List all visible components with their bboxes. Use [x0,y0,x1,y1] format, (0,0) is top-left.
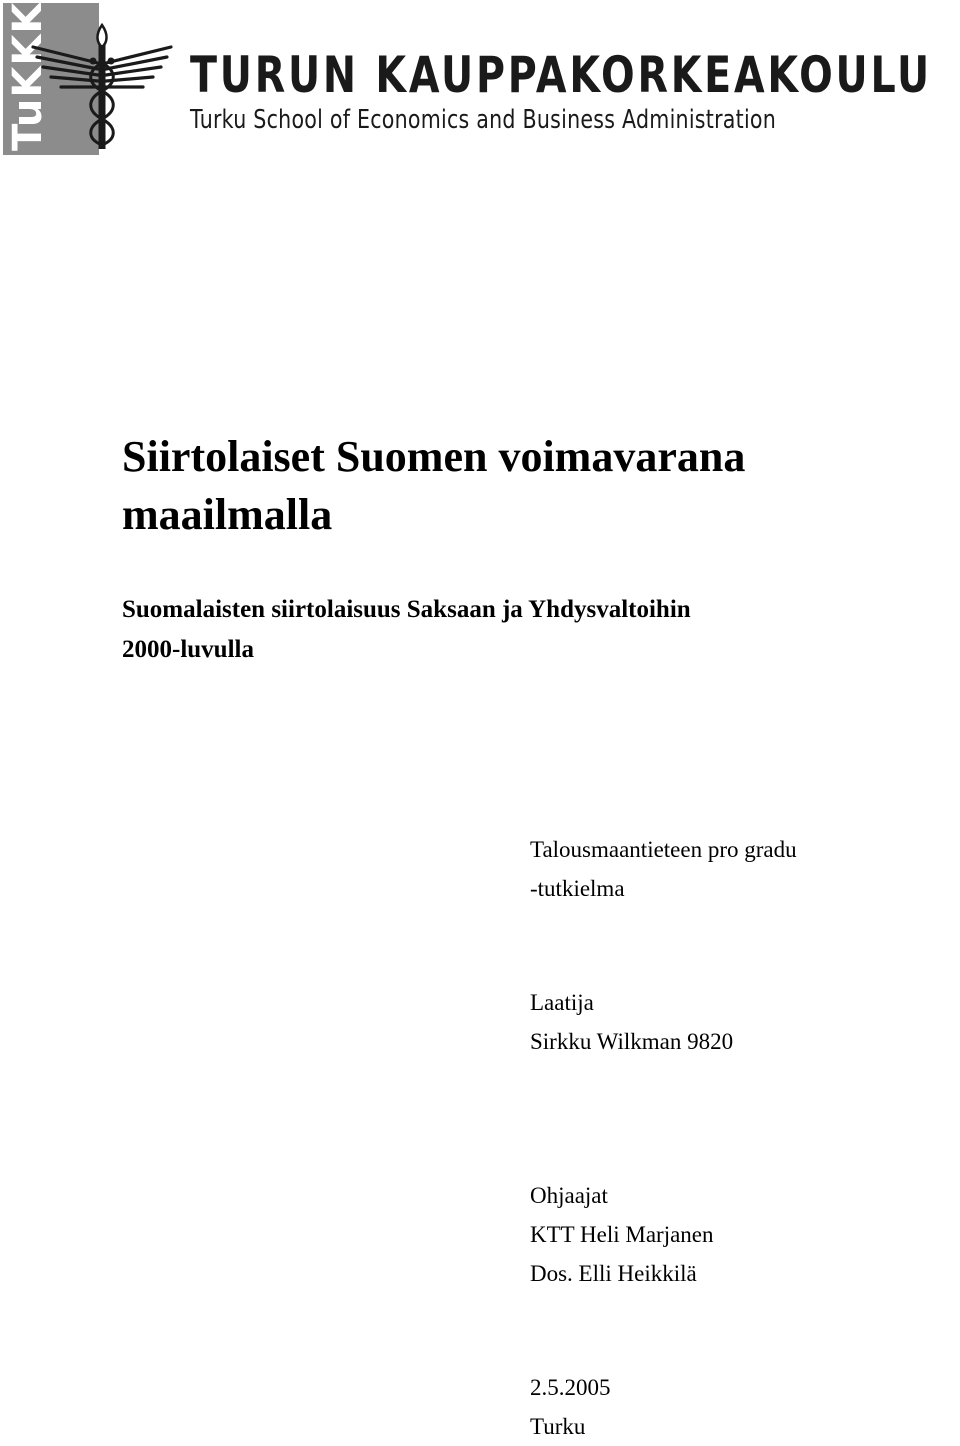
thesis-title-line-1: Siirtolaiset Suomen voimavarana [122,432,746,481]
supervisor-name: KTT Heli Marjanen [530,1222,714,1247]
author-label: Laatija [530,990,594,1015]
date-place-block [530,1368,950,1446]
submission-place: Turku [530,1414,586,1439]
thesis-type-line-2: -tutkielma [530,876,625,901]
university-name-english: Turku School of Economics and Business Administration [190,105,777,135]
thesis-title [122,428,922,544]
thesis-subtitle-line-1: Suomalaisten siirtolaisuus Saksaan ja Yhdysvaltoihin [122,596,691,623]
university-wordmark [190,38,960,138]
supervisors-block [530,1176,950,1293]
caduceus-emblem-icon [3,3,177,155]
submission-date: 2.5.2005 [530,1375,611,1400]
supervisor-name: Dos. Elli Heikkilä [530,1261,697,1286]
university-header [0,0,960,160]
emblem-lettering: TuKKK [5,3,51,151]
thesis-subtitle [122,590,842,670]
thesis-subtitle-line-2: 2000-luvulla [122,636,254,663]
supervisors-label: Ohjaajat [530,1183,608,1208]
author-block [530,983,950,1061]
thesis-type-line-1: Talousmaantieteen pro gradu [530,837,797,862]
author-name: Sirkku Wilkman 9820 [530,1029,734,1054]
university-name-finnish: TURUN KAUPPAKORKEAKOULU [190,46,932,104]
thesis-title-line-2: maailmalla [122,490,333,539]
thesis-type [530,830,950,908]
